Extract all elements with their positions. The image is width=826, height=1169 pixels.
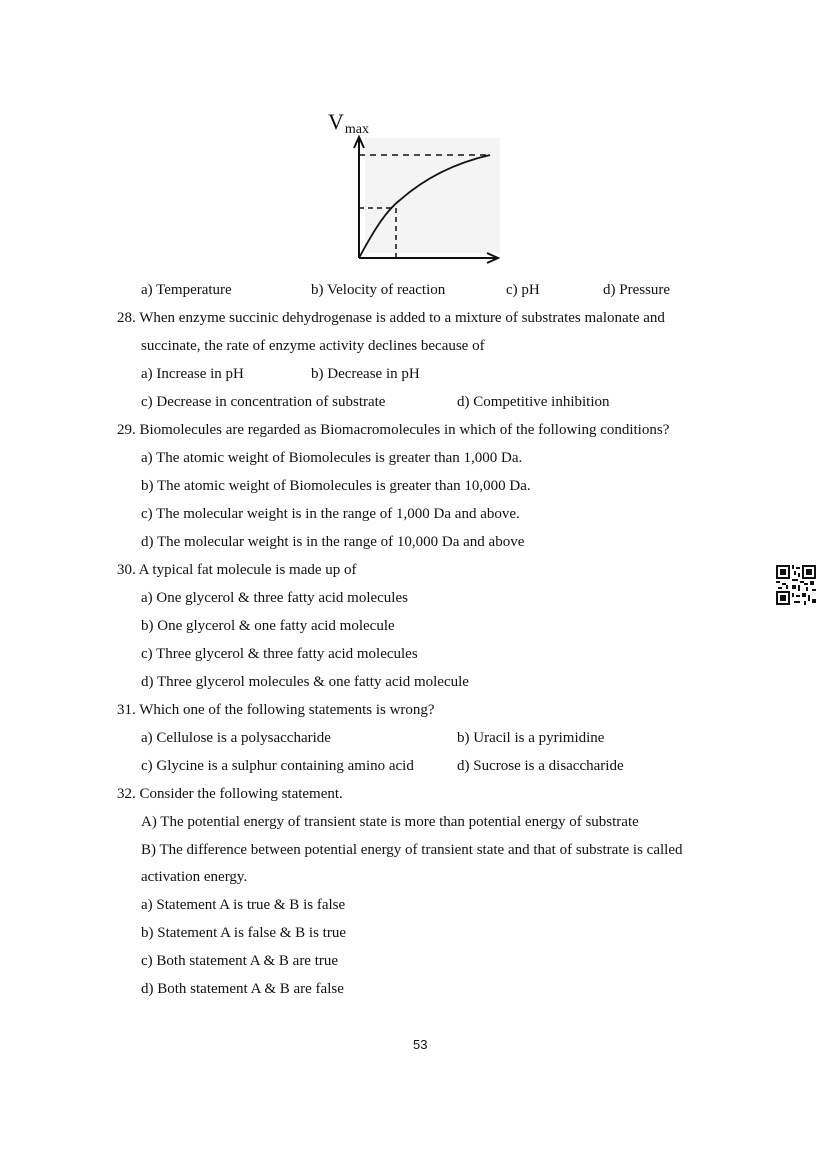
q29-option-b: b) The atomic weight of Biomolecules is greater than 10,000 Da. bbox=[141, 478, 531, 494]
q32-option-c: c) Both statement A & B are true bbox=[141, 953, 339, 969]
q27-option-d: d) Pressure bbox=[603, 282, 671, 298]
q31-option-b: b) Uracil is a pyrimidine bbox=[457, 730, 605, 746]
q29-stem: 29. Biomolecules are regarded as Biomacromolecules in which of the following conditions? bbox=[117, 422, 670, 438]
q27-option-b: b) Velocity of reaction bbox=[311, 282, 446, 298]
q28-option-a: a) Increase in pH bbox=[141, 366, 244, 382]
q32-statement-a: A) The potential energy of transient state is more than potential energy of substrate bbox=[141, 814, 639, 830]
q30-option-a: a) One glycerol & three fatty acid molecules bbox=[141, 590, 408, 606]
q32-statement-b-line1: B) The difference between potential energy of transient state and that of substrate is called bbox=[141, 842, 683, 858]
q28-stem-line2: succinate, the rate of enzyme activity declines because of bbox=[141, 338, 485, 354]
q27-option-a: a) Temperature bbox=[141, 282, 232, 298]
q28-option-b: b) Decrease in pH bbox=[311, 366, 420, 382]
q32-option-d: d) Both statement A & B are false bbox=[141, 981, 344, 997]
q29-option-c: c) The molecular weight is in the range of 1,000 Da and above. bbox=[141, 506, 520, 522]
q30-option-b: b) One glycerol & one fatty acid molecule bbox=[141, 618, 395, 634]
q30-stem: 30. A typical fat molecule is made up of bbox=[117, 562, 357, 578]
q31-option-d: d) Sucrose is a disaccharide bbox=[457, 758, 624, 774]
q31-option-c: c) Glycine is a sulphur containing amino acid bbox=[141, 758, 414, 774]
q28-option-c: c) Decrease in concentration of substrate bbox=[141, 394, 386, 410]
q30-option-c: c) Three glycerol & three fatty acid molecules bbox=[141, 646, 418, 662]
q31-stem: 31. Which one of the following statements is wrong? bbox=[117, 702, 435, 718]
q27-option-c: c) pH bbox=[506, 282, 540, 298]
q32-statement-b-line2: activation energy. bbox=[141, 869, 248, 885]
q32-option-b: b) Statement A is false & B is true bbox=[141, 925, 346, 941]
q29-option-a: a) The atomic weight of Biomolecules is greater than 1,000 Da. bbox=[141, 450, 523, 466]
q30-option-d: d) Three glycerol molecules & one fatty acid molecule bbox=[141, 674, 469, 690]
q31-option-a: a) Cellulose is a polysaccharide bbox=[141, 730, 331, 746]
graph-y-label-subscript: max bbox=[344, 122, 369, 137]
q32-option-a: a) Statement A is true & B is false bbox=[141, 897, 346, 913]
q28-option-d: d) Competitive inhibition bbox=[457, 394, 610, 410]
q28-stem-line1: 28. When enzyme succinic dehydrogenase is added to a mixture of substrates malonate and bbox=[117, 310, 665, 326]
qr-code bbox=[776, 565, 816, 605]
graph-y-label: $V_{max}$ bbox=[328, 109, 369, 137]
q29-option-d: d) The molecular weight is in the range of 10,000 Da and above bbox=[141, 534, 525, 550]
page-number: 53 bbox=[413, 1037, 428, 1052]
q32-stem: 32. Consider the following statement. bbox=[117, 786, 343, 802]
